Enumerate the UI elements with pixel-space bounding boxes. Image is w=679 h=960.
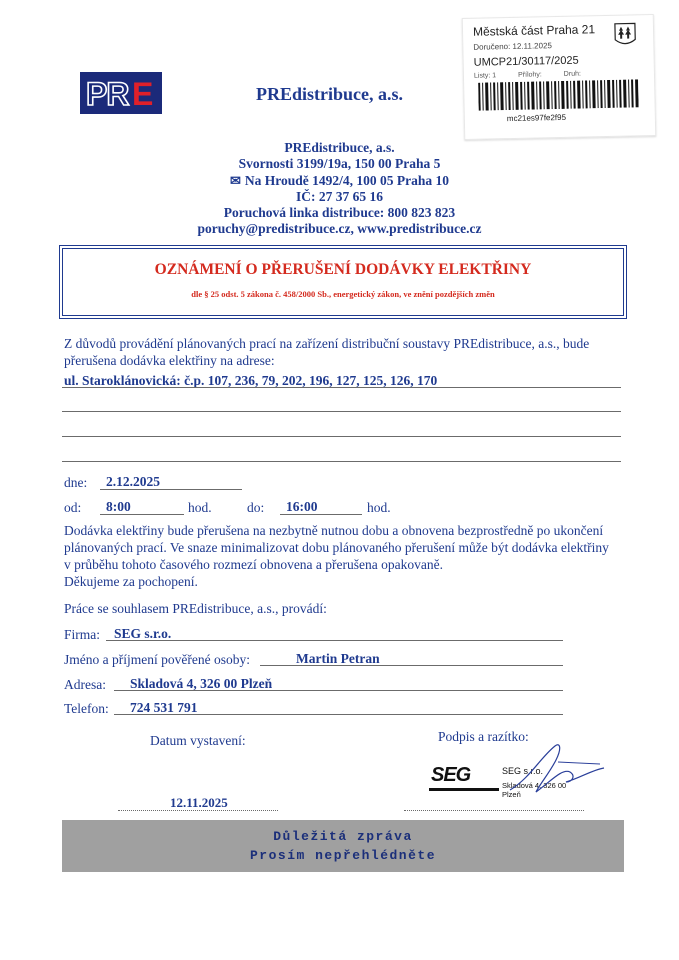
phone-value: 724 531 791 xyxy=(130,700,198,715)
address-line-ico: IČ: 27 37 65 16 xyxy=(296,188,383,204)
intro-text xyxy=(64,335,634,369)
pre-logo xyxy=(80,72,162,114)
important-notice-line-2: Prosím nepřehlédněte xyxy=(249,848,437,863)
envelope-icon: ✉ xyxy=(229,172,241,188)
logo-pr-text: PR xyxy=(86,76,129,112)
signature-label: Podpis a razítko: xyxy=(438,729,529,744)
issue-date-value: 12.11.2025 xyxy=(170,795,228,810)
address-underline-2 xyxy=(62,411,621,412)
phone-underline xyxy=(114,714,563,715)
stamp-sheets: Listy: 1 xyxy=(473,72,497,80)
from-underline xyxy=(100,514,184,515)
seg-logo-underline xyxy=(429,788,499,792)
to-label: do: xyxy=(247,500,265,515)
important-notice-banner xyxy=(62,820,624,872)
company-name: PREdistribuce, a.s. xyxy=(256,84,404,104)
address-value: Skladová 4, 326 00 Plzeň xyxy=(130,676,273,691)
info-line-1: Dodávka elektřiny bude přerušena na nezbytně nutnou dobu a obnovena bezprostředně po ukončení xyxy=(64,523,604,538)
seg-stamp-name: SEG s.r.o. xyxy=(502,766,544,776)
notice-title-box xyxy=(62,248,624,316)
address-underline-3 xyxy=(62,436,621,437)
address-line-contacts: poruchy@predistribuce.cz, www.predistribuce.cz xyxy=(197,221,482,237)
registry-stamp xyxy=(462,14,657,140)
address-line-mailing xyxy=(0,173,679,189)
stamp-office: Městská část Praha 21 xyxy=(472,22,596,39)
stamp-columns xyxy=(474,69,634,79)
logo-e-text: E xyxy=(132,76,154,112)
stamp-type: Druh: xyxy=(563,70,581,78)
address-block xyxy=(0,140,679,238)
address-line-hotline: Poruchová linka distribuce: 800 823 823 xyxy=(223,205,456,221)
firm-label: Firma: xyxy=(64,627,100,642)
seg-stamp-address: Skladová 4, 326 00 Plzeň xyxy=(502,781,567,799)
date-value: 2.12.2025 xyxy=(106,474,160,489)
phone-label: Telefon: xyxy=(64,701,109,716)
info-line-3: v průběhu tohoto časového rozmezí obnovena a přerušena opakovaně. xyxy=(64,557,443,572)
notice-title: OZNÁMENÍ O PŘERUŠENÍ DODÁVKY ELEKTŘINY xyxy=(154,261,532,278)
person-value: Martin Petran xyxy=(296,651,380,666)
address-label: Adresa: xyxy=(64,677,106,692)
address-underline-1 xyxy=(62,387,621,388)
stamp-delivered: Doručeno: 12.11.2025 xyxy=(473,41,553,52)
address-line-company: PREdistribuce, a.s. xyxy=(284,140,395,155)
from-hod: hod. xyxy=(188,500,212,515)
stamp-code: mc21es97fe2f95 xyxy=(506,112,567,124)
issue-date-underline xyxy=(118,810,278,811)
info-paragraph xyxy=(64,522,644,590)
barcode xyxy=(478,79,639,110)
pre-logo-mark xyxy=(80,72,162,114)
from-label: od: xyxy=(64,500,82,515)
person-label: Jméno a příjmení pověřené osoby: xyxy=(64,652,250,667)
info-line-2: plánovaných prací. Ve snaze minimalizovat dobu plánovaného přerušení může být dodávka elektřiny xyxy=(64,540,609,555)
firm-underline xyxy=(106,640,563,641)
date-label: dne: xyxy=(64,475,88,490)
stamp-attachments: Přílohy: xyxy=(518,71,542,79)
firm-value: SEG s.r.o. xyxy=(114,626,172,641)
to-underline xyxy=(280,514,362,515)
intro-line-1: Z důvodů provádění plánovaných prací na zařízení distribuční soustavy PREdistribuce, a.s., bude xyxy=(64,336,590,351)
seg-logo: SEG xyxy=(431,764,471,786)
contractor-address-underline xyxy=(114,690,563,691)
date-underline xyxy=(100,489,242,490)
signature-underline xyxy=(404,810,584,811)
intro-line-2: přerušena dodávka elektřiny na adrese: xyxy=(64,353,275,368)
address-line-street: Svornosti 3199/19a, 150 00 Praha 5 xyxy=(238,156,441,172)
from-value: 8:00 xyxy=(106,499,131,514)
info-line-4: Děkujeme za pochopení. xyxy=(64,574,198,589)
address-line-mailing-text: Na Hroudě 1492/4, 100 05 Praha 10 xyxy=(244,172,450,188)
notice-subtitle: dle § 25 odst. 5 zákona č. 458/2000 Sb., energetický zákon, ve znění pozdějších změn xyxy=(191,289,495,299)
stamp-reference: UMCP21/30117/2025 xyxy=(473,54,579,69)
to-hod: hod. xyxy=(367,500,391,515)
person-underline xyxy=(260,665,563,666)
handwritten-signature xyxy=(500,738,610,798)
address-underline-4 xyxy=(62,461,621,462)
tree-crest-icon xyxy=(613,21,638,47)
contractor-intro: Práce se souhlasem PREdistribuce, a.s., provádí: xyxy=(64,601,327,616)
issue-date-label: Datum vystavení: xyxy=(150,733,246,748)
outage-address: ul. Staroklánovická: č.p. 107, 236, 79, 202, 196, 127, 125, 126, 170 xyxy=(64,373,438,388)
important-notice-line-1: Důležitá zpráva xyxy=(273,829,413,844)
to-value: 16:00 xyxy=(286,499,318,514)
